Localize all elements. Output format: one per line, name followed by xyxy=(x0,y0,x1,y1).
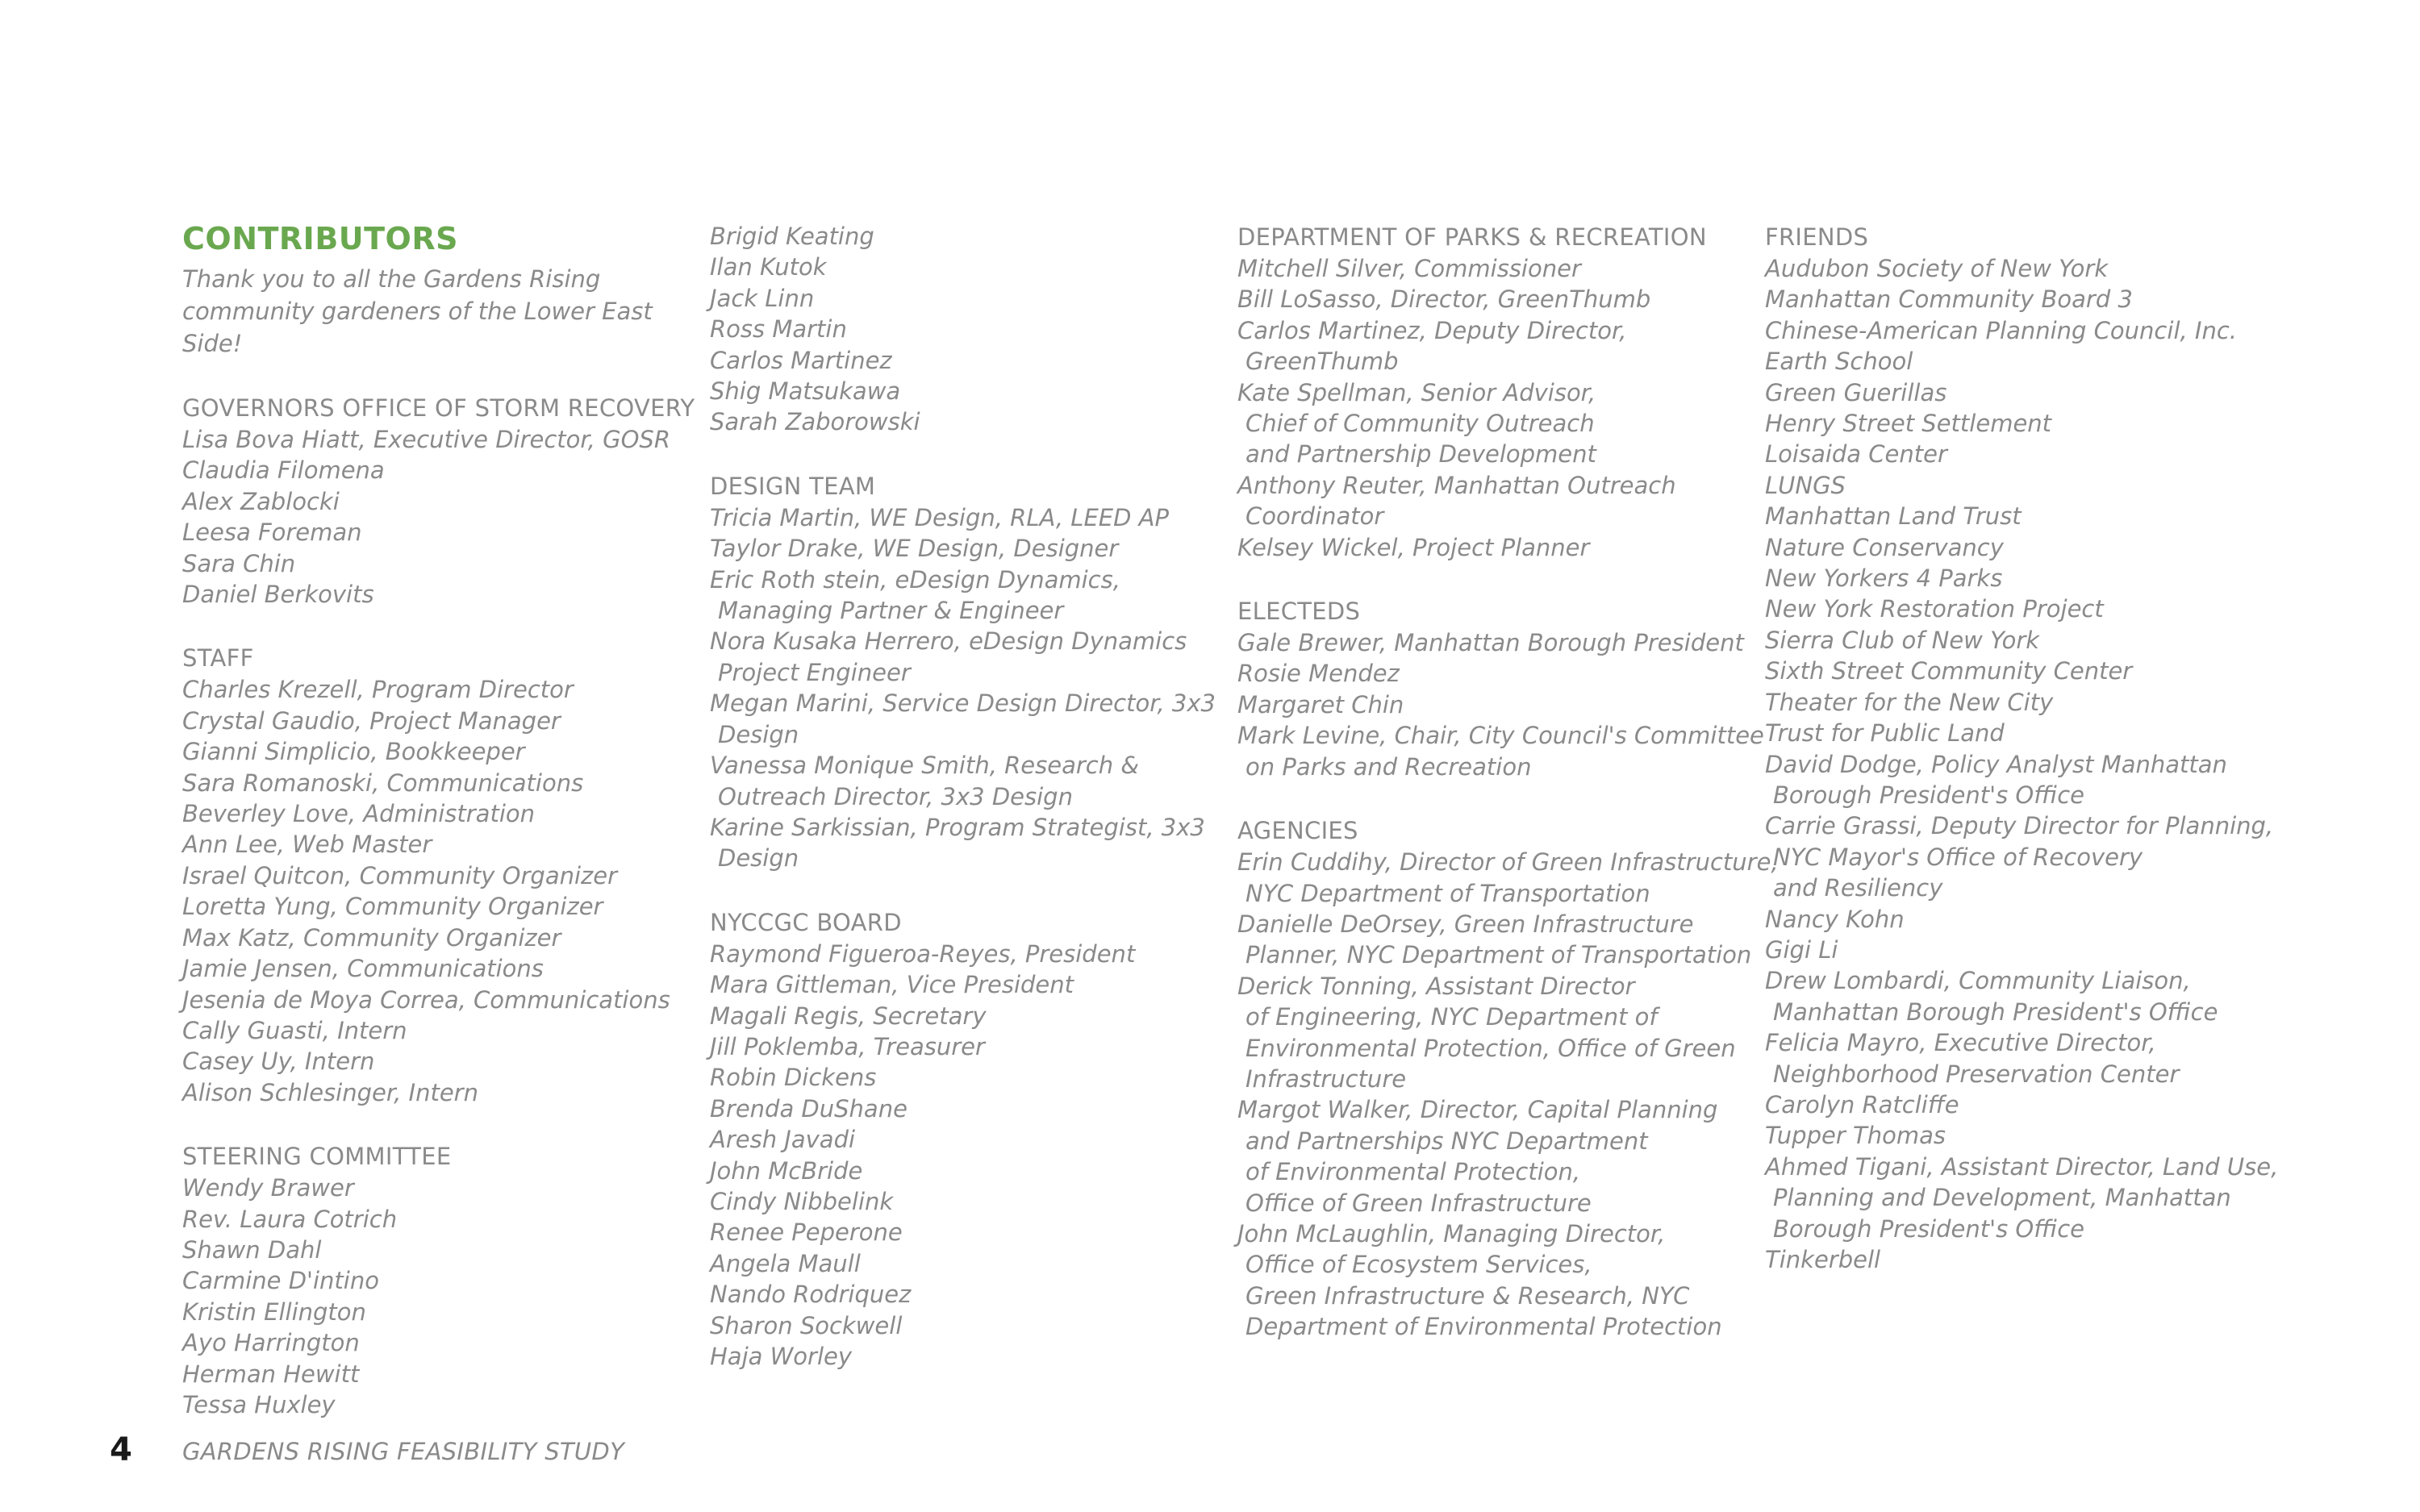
entry-line: Ilan Kutok xyxy=(710,253,827,281)
column-1 xyxy=(182,218,707,1452)
contributor-entry xyxy=(182,1389,707,1420)
contributor-entry xyxy=(1765,377,2289,408)
contributor-entry xyxy=(710,314,1234,344)
entry-line: Sixth Street Community Center xyxy=(1765,657,2133,685)
entry-line: Tricia Martin, WE Design, RLA, LEED AP xyxy=(710,503,1169,531)
entry-continuation-line: Managing Partner & Engineer xyxy=(718,597,1064,625)
contributor-entry xyxy=(1237,284,1762,314)
entry-line: Manhattan Land Trust xyxy=(1765,502,2022,531)
intro-line-1: Thank you to all the Gardens Rising xyxy=(182,265,601,293)
contributor-entry xyxy=(710,969,1234,1000)
entry-line: Raymond Figueroa-Reyes, President xyxy=(710,939,1136,968)
contributor-entry xyxy=(1237,532,1762,563)
entry-line: Herman Hewitt xyxy=(182,1360,360,1388)
entry-line: Nando Rodriquez xyxy=(710,1281,912,1309)
section-heading: NYCCGC BOARD xyxy=(710,908,902,936)
contributor-entry xyxy=(1765,687,2289,718)
entry-line: New York Restoration Project xyxy=(1765,595,2104,623)
entry-continuation-line: Neighborhood Preservation Center xyxy=(1773,1060,2180,1088)
contributor-entry xyxy=(710,1093,1234,1124)
entry-line: Nature Conservancy xyxy=(1765,533,2004,561)
entry-line: Sarah Zaborowski xyxy=(710,408,920,436)
contributor-entry xyxy=(182,953,707,984)
entry-line: Crystal Gaudio, Project Manager xyxy=(182,706,561,735)
entry-line: Margaret Chin xyxy=(1237,690,1404,719)
entry-line: Ahmed Tigani, Assistant Director, Land Use, xyxy=(1765,1152,2279,1181)
entry-continuation-line: Borough President's Office xyxy=(1773,781,2085,809)
entry-line: Derick Tonning, Assistant Director xyxy=(1237,972,1635,1000)
contributor-entry xyxy=(1765,470,2289,501)
entry-line: Beverley Love, Administration xyxy=(182,800,535,828)
contributor-entry xyxy=(710,1186,1234,1217)
entry-continuation-line: and Partnership Development xyxy=(1245,440,1596,469)
entry-line: Tinkerbell xyxy=(1765,1246,1881,1273)
contributor-entry xyxy=(1237,658,1762,689)
contributor-entry xyxy=(710,376,1234,406)
contributor-entry xyxy=(182,424,707,455)
contributor-entry xyxy=(710,939,1234,969)
footer-title: GARDENS RISING FEASIBILITY STUDY xyxy=(182,1438,625,1465)
section-heading: STAFF xyxy=(182,644,254,673)
contributor-entry xyxy=(1765,284,2289,314)
contributor-entry xyxy=(1765,408,2289,439)
entry-line: Trust for Public Land xyxy=(1765,719,2005,748)
contributor-entry xyxy=(1765,1027,2289,1089)
entry-line: Taylor Drake, WE Design, Designer xyxy=(710,535,1119,563)
contributor-entry xyxy=(710,533,1234,564)
entry-continuation-line: Office of Ecosystem Services, xyxy=(1245,1251,1592,1279)
entry-line: Theater for the New City xyxy=(1765,688,2054,716)
contributor-entry xyxy=(1765,1120,2289,1151)
column-3 xyxy=(1237,218,1779,1375)
entry-line: Leesa Foreman xyxy=(182,519,362,547)
entry-line: Kristin Ellington xyxy=(182,1297,366,1326)
entry-continuation-line: on Parks and Recreation xyxy=(1245,752,1532,781)
contributor-entry xyxy=(182,548,707,579)
entry-line: Gigi Li xyxy=(1765,935,1838,964)
entry-line: Henry Street Settlement xyxy=(1765,410,2052,438)
entry-line: Cally Guasti, Intern xyxy=(182,1016,407,1044)
entry-line: Charles Krezell, Program Director xyxy=(182,676,574,704)
contributor-entry xyxy=(182,1015,707,1046)
entry-line: Carlos Martinez xyxy=(710,346,892,374)
entry-line: Claudia Filomena xyxy=(182,456,385,485)
entry-line: Rosie Mendez xyxy=(1237,660,1400,688)
entry-line: Manhattan Community Board 3 xyxy=(1765,285,2133,314)
contributor-section xyxy=(182,392,707,610)
contributor-entry xyxy=(1765,1152,2289,1244)
contributor-entry xyxy=(182,1265,707,1296)
entry-line: Aresh Javadi xyxy=(710,1126,856,1154)
contributor-entry xyxy=(182,674,707,705)
entry-line: John McLaughlin, Managing Director, xyxy=(1237,1219,1666,1248)
section-heading: STEERING COMMITTEE xyxy=(182,1143,452,1171)
entry-line: Eric Roth stein, eDesign Dynamics, xyxy=(710,565,1120,594)
entry-line: Ross Martin xyxy=(710,315,847,344)
contributor-entry xyxy=(710,1217,1234,1248)
entry-line: Loisaida Center xyxy=(1765,440,1947,469)
contributor-section xyxy=(1765,221,2289,1275)
entry-continuation-line: Project Engineer xyxy=(718,658,911,686)
contributor-entry xyxy=(1237,720,1762,782)
entry-line: Vanessa Monique Smith, Research & xyxy=(710,752,1139,780)
contributor-entry xyxy=(710,1156,1234,1186)
page-title: CONTRIBUTORS xyxy=(182,221,458,256)
entry-line: Israel Quitcon, Community Organizer xyxy=(182,861,618,889)
contributor-section xyxy=(1237,221,1762,563)
contributor-entry xyxy=(710,345,1234,376)
contributor-entry xyxy=(710,1031,1234,1062)
entry-line: Mitchell Silver, Commissioner xyxy=(1237,255,1581,282)
contributor-entry xyxy=(182,706,707,736)
entry-line: Gale Brewer, Manhattan Borough President xyxy=(1237,629,1744,657)
entry-line: Nora Kusaka Herrero, eDesign Dynamics xyxy=(710,627,1187,656)
contributor-entry xyxy=(182,455,707,485)
contributor-entry xyxy=(1237,627,1762,658)
entry-line: Shig Matsukawa xyxy=(710,377,901,406)
entry-continuation-line: Planner, NYC Department of Transportation xyxy=(1245,941,1752,969)
contributor-entry xyxy=(182,923,707,953)
contributor-entry xyxy=(182,1204,707,1235)
entry-continuation-line: Green Infrastructure & Research, NYC xyxy=(1245,1281,1690,1310)
entry-line: Casey Uy, Intern xyxy=(182,1048,375,1076)
entry-continuation-line: Coordinator xyxy=(1245,502,1384,531)
column-4 xyxy=(1765,218,2289,1307)
entry-line: Jesenia de Moya Correa, Communications xyxy=(182,985,670,1014)
entry-continuation-line: Office of Green Infrastructure xyxy=(1245,1189,1592,1217)
entry-line: Sara Chin xyxy=(182,549,296,577)
entry-line: Angela Maull xyxy=(710,1249,861,1277)
entry-continuation-line: Manhattan Borough President's Office xyxy=(1773,998,2218,1026)
entry-line: Chinese-American Planning Council, Inc. xyxy=(1765,316,2238,344)
contributor-section xyxy=(710,221,1234,438)
section-heading: DEPARTMENT OF PARKS & RECREATION xyxy=(1237,223,1707,251)
entry-line: Kate Spellman, Senior Advisor, xyxy=(1237,378,1596,406)
contributor-entry xyxy=(182,486,707,517)
entry-line: Gianni Simplicio, Bookkeeper xyxy=(182,738,525,766)
contributor-entry xyxy=(710,252,1234,282)
contributor-entry xyxy=(710,1062,1234,1093)
contributor-entry xyxy=(182,1327,707,1358)
entry-line: Megan Marini, Service Design Director, 3x3 xyxy=(710,689,1216,718)
section-heading: GOVERNORS OFFICE OF STORM RECOVERY xyxy=(182,394,695,422)
contributor-entry xyxy=(1765,810,2289,903)
contributor-entry xyxy=(710,812,1234,874)
contributor-entry xyxy=(182,1046,707,1077)
entry-line: Rev. Laura Cotrich xyxy=(182,1205,398,1233)
contributor-section xyxy=(710,906,1234,1372)
contributor-entry xyxy=(710,1341,1234,1372)
contributor-entry xyxy=(1237,315,1762,377)
contributor-entry xyxy=(1765,935,2289,965)
entry-line: Tupper Thomas xyxy=(1765,1122,1946,1150)
entry-line: Daniel Berkovits xyxy=(182,581,374,609)
contributor-entry xyxy=(182,829,707,860)
contributor-entry xyxy=(1765,1244,2289,1275)
entry-line: Anthony Reuter, Manhattan Outreach xyxy=(1237,471,1676,499)
contributor-entry xyxy=(1237,253,1762,284)
entry-line: Mark Levine, Chair, City Council's Committee xyxy=(1237,722,1764,750)
entry-continuation-line: NYC Department of Transportation xyxy=(1245,879,1650,907)
entry-line: Jack Linn xyxy=(710,284,815,312)
entry-line: Sierra Club of New York xyxy=(1765,626,2040,654)
column-2 xyxy=(710,218,1234,1404)
entry-line: Carolyn Ratcliffe xyxy=(1765,1090,1959,1118)
entry-continuation-line: Design xyxy=(718,720,799,748)
contributor-entry xyxy=(1765,625,2289,656)
contributor-entry xyxy=(182,1297,707,1327)
entry-continuation-line: Chief of Community Outreach xyxy=(1245,410,1595,438)
contributor-entry xyxy=(1765,749,2289,811)
entry-continuation-line: Outreach Director, 3x3 Design xyxy=(718,782,1073,810)
entry-line: Felicia Mayro, Executive Director, xyxy=(1765,1029,2156,1057)
section-heading: DESIGN TEAM xyxy=(710,472,876,500)
contributor-entry xyxy=(710,283,1234,314)
contributor-entry xyxy=(182,1077,707,1108)
entry-line: Jill Poklemba, Treasurer xyxy=(710,1032,985,1060)
contributor-entry xyxy=(710,502,1234,533)
contributor-entry xyxy=(1765,532,2289,563)
contributor-entry xyxy=(710,688,1234,750)
section-heading: FRIENDS xyxy=(1765,223,1869,251)
contributor-entry xyxy=(710,564,1234,627)
entry-line: Ayo Harrington xyxy=(182,1329,360,1357)
contributor-section xyxy=(182,1140,707,1420)
entry-line: New Yorkers 4 Parks xyxy=(1765,564,2003,593)
contributor-entry xyxy=(710,406,1234,437)
entry-line: Max Katz, Community Organizer xyxy=(182,923,561,952)
entry-continuation-line: of Engineering, NYC Department of xyxy=(1245,1003,1658,1031)
contributor-entry xyxy=(710,221,1234,252)
entry-line: Carmine D'intino xyxy=(182,1267,379,1295)
section-heading: ELECTEDS xyxy=(1237,598,1361,626)
entry-line: Haja Worley xyxy=(710,1343,853,1370)
contributor-entry xyxy=(1237,470,1762,532)
entry-line: Ann Lee, Web Master xyxy=(182,831,432,859)
contributor-entry xyxy=(1237,847,1779,909)
entry-line: Margot Walker, Director, Capital Planning xyxy=(1237,1096,1718,1124)
contributor-entry xyxy=(1765,656,2289,686)
intro-line-2: community gardeners of the Lower East Side! xyxy=(182,298,653,357)
entry-line: Loretta Yung, Community Organizer xyxy=(182,893,603,921)
entry-line: Alison Schlesinger, Intern xyxy=(182,1078,478,1106)
entry-continuation-line: Infrastructure xyxy=(1245,1064,1407,1093)
contributor-entry xyxy=(182,1173,707,1203)
contributor-entry xyxy=(710,750,1234,812)
entry-continuation-line: and Partnerships NYC Department xyxy=(1245,1127,1648,1155)
entry-continuation-line: Environmental Protection, Office of Green xyxy=(1245,1034,1736,1062)
contributor-entry xyxy=(1765,594,2289,624)
entry-line: Carlos Martinez, Deputy Director, xyxy=(1237,316,1627,344)
entry-continuation-line: GreenThumb xyxy=(1245,348,1399,376)
contributor-entry xyxy=(1765,439,2289,469)
entry-line: Brenda DuShane xyxy=(710,1094,908,1123)
entry-line: Magali Regis, Secretary xyxy=(710,1002,987,1030)
entry-line: Robin Dickens xyxy=(710,1064,877,1092)
entry-continuation-line: of Environmental Protection, xyxy=(1245,1158,1581,1186)
entry-line: Sara Romanoski, Communications xyxy=(182,768,584,797)
entry-line: Lisa Bova Hiatt, Executive Director, GOSR xyxy=(182,426,670,453)
entry-line: Karine Sarkissian, Program Strategist, 3x3 xyxy=(710,813,1205,841)
section-heading: AGENCIES xyxy=(1237,817,1358,845)
page-number: 4 xyxy=(110,1431,132,1468)
entry-line: Audubon Society of New York xyxy=(1765,255,2109,282)
contributor-entry xyxy=(182,768,707,798)
entry-line: Erin Cuddihy, Director of Green Infrastructure, xyxy=(1237,848,1779,877)
entry-line: Jamie Jensen, Communications xyxy=(182,955,544,983)
contributor-entry xyxy=(182,860,707,891)
contributor-entry xyxy=(1237,971,1762,1095)
entry-line: Sharon Sockwell xyxy=(710,1311,903,1339)
entry-line: Brigid Keating xyxy=(710,223,874,250)
entry-line: Alex Zablocki xyxy=(182,487,340,515)
entry-line: Kelsey Wickel, Project Planner xyxy=(1237,533,1590,561)
contributor-entry xyxy=(710,1310,1234,1341)
entry-line: Carrie Grassi, Deputy Director for Planning, xyxy=(1765,812,2274,840)
entry-line: Mara Gittleman, Vice President xyxy=(710,971,1074,999)
contributor-entry xyxy=(1765,315,2289,346)
contributor-entry xyxy=(710,626,1234,688)
entry-line: Cindy Nibbelink xyxy=(710,1187,894,1215)
contributor-section xyxy=(182,642,707,1108)
entry-continuation-line: Borough President's Office xyxy=(1773,1214,2085,1243)
entry-line: Green Guerillas xyxy=(1765,378,1947,406)
contributor-entry xyxy=(1237,689,1762,720)
contributor-entry xyxy=(182,1235,707,1265)
contributor-entry xyxy=(710,1001,1234,1031)
entry-continuation-line: Department of Environmental Protection xyxy=(1245,1313,1722,1341)
contributor-entry xyxy=(1765,501,2289,531)
entry-continuation-line: Planning and Development, Manhattan xyxy=(1773,1184,2231,1212)
contributor-entry xyxy=(710,1124,1234,1155)
contributor-entry xyxy=(182,1359,707,1389)
contributor-entry xyxy=(710,1279,1234,1310)
contributor-section xyxy=(1237,814,1779,1343)
entry-line: Tessa Huxley xyxy=(182,1390,336,1418)
contributor-entry xyxy=(182,579,707,610)
contributor-entry xyxy=(1765,346,2289,377)
entry-continuation-line: Design xyxy=(718,844,799,873)
entry-continuation-line: and Resiliency xyxy=(1773,874,1943,902)
entry-line: Wendy Brawer xyxy=(182,1174,354,1202)
contributor-entry xyxy=(182,798,707,829)
entry-line: Earth School xyxy=(1765,348,1913,376)
contributor-entry xyxy=(182,736,707,767)
contributor-section xyxy=(710,470,1234,874)
entry-continuation-line: NYC Mayor's Office of Recovery xyxy=(1773,843,2143,871)
contributor-entry xyxy=(182,891,707,922)
entry-line: Shawn Dahl xyxy=(182,1235,322,1264)
entry-line: David Dodge, Policy Analyst Manhattan xyxy=(1765,750,2227,778)
contributor-entry xyxy=(1765,253,2289,284)
contributor-entry xyxy=(1237,909,1762,971)
entry-line: Bill LoSasso, Director, GreenThumb xyxy=(1237,285,1651,314)
contributor-entry xyxy=(710,1248,1234,1279)
entry-line: LUNGS xyxy=(1765,471,1846,499)
contributor-entry xyxy=(1765,1089,2289,1120)
contributor-entry xyxy=(1237,1094,1762,1218)
entry-line: Renee Peperone xyxy=(710,1218,903,1247)
contributor-entry xyxy=(1765,563,2289,594)
contributor-entry xyxy=(182,985,707,1015)
contributor-entry xyxy=(182,517,707,548)
contributor-section xyxy=(1237,595,1762,782)
contributors-section xyxy=(182,218,707,360)
entry-line: John McBride xyxy=(710,1156,863,1185)
contributor-entry xyxy=(1765,718,2289,748)
entry-line: Drew Lombardi, Community Liaison, xyxy=(1765,967,2191,995)
entry-line: Danielle DeOrsey, Green Infrastructure xyxy=(1237,910,1694,938)
contributor-entry xyxy=(1765,965,2289,1027)
contributor-entry xyxy=(1237,377,1762,470)
entry-line: Nancy Kohn xyxy=(1765,905,1905,933)
contributor-entry xyxy=(1765,904,2289,935)
contributor-entry xyxy=(1237,1218,1762,1343)
